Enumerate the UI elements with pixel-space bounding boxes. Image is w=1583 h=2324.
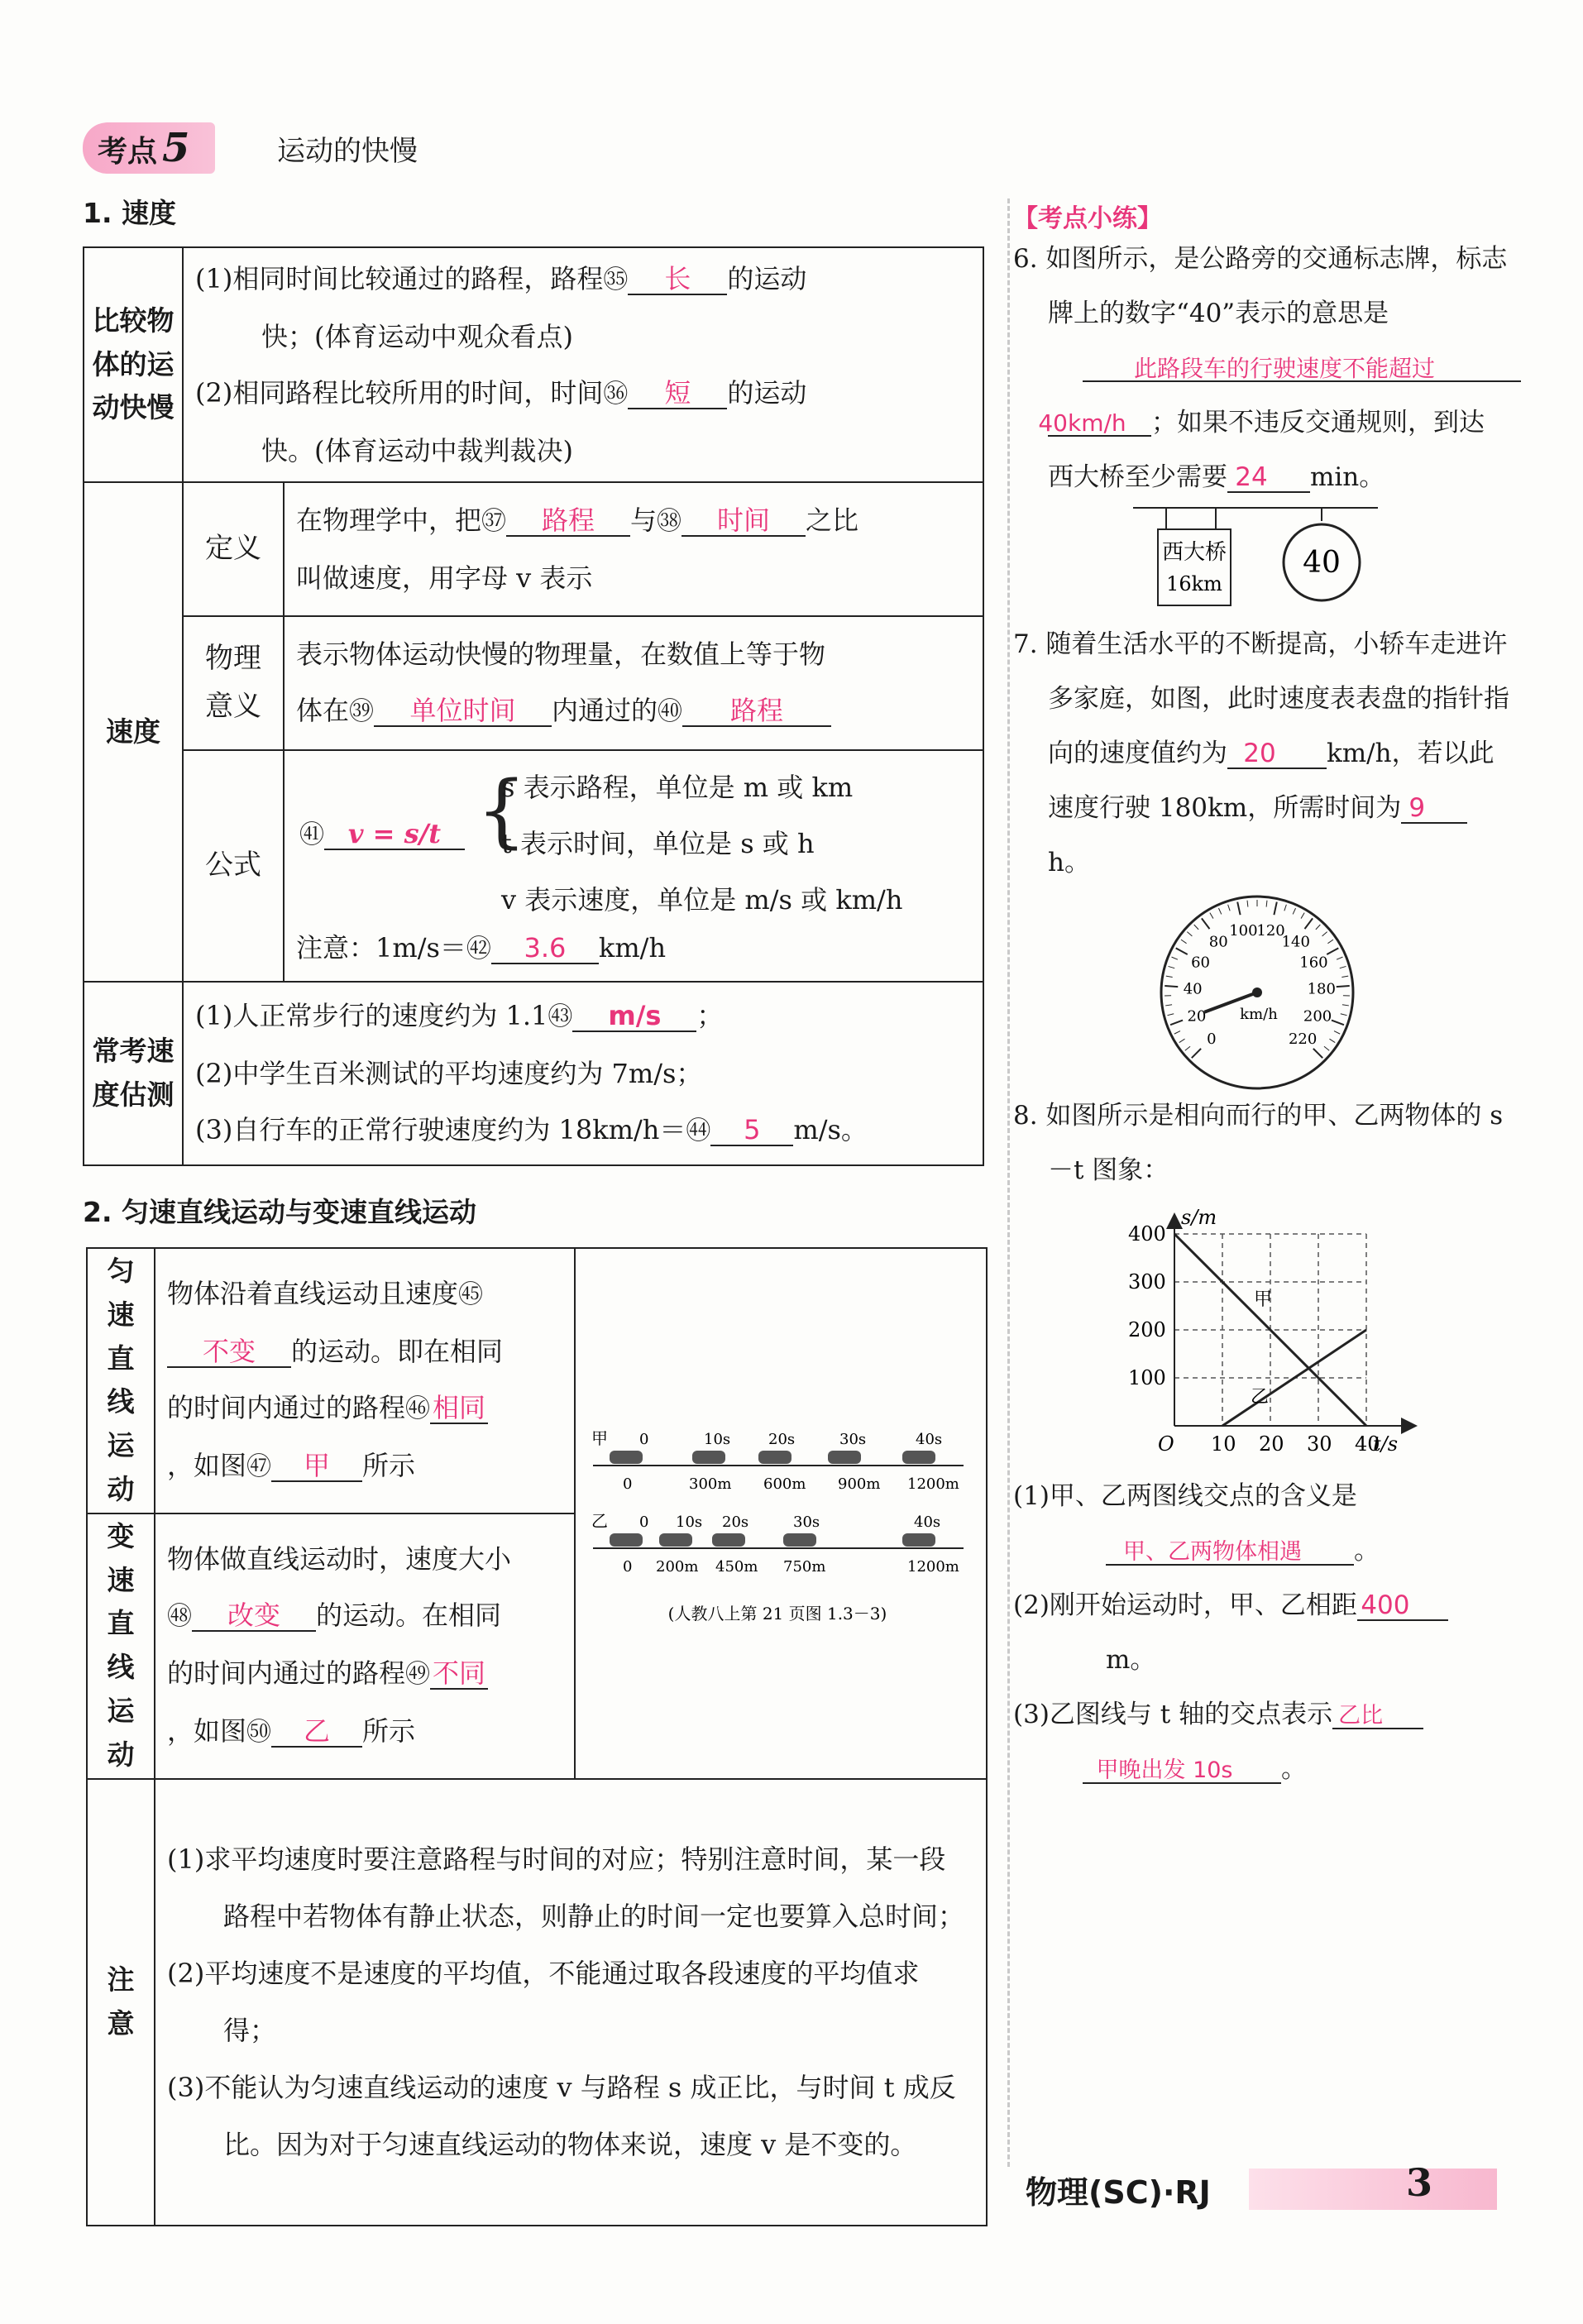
speedometer-unit: km/h bbox=[1240, 1006, 1278, 1023]
speedometer-label-140: 140 bbox=[1281, 933, 1310, 951]
sign-text-2: 16km bbox=[1166, 572, 1222, 595]
fig-jia-d2: 600m bbox=[763, 1475, 806, 1493]
formula-cell: ㊶ v = s/t { s 表示路程，单位是 m 或 km t 表示时间，单位是 s 或 h v 表示速度，单位是 m/s 或 km/h 注意：1m/s＝㊷ 3.6 km/h bbox=[284, 750, 983, 982]
speedometer-tick bbox=[1322, 932, 1327, 936]
meaning-label: 物理意义 bbox=[183, 616, 284, 750]
q8-answer-3a: 乙比 bbox=[1332, 1705, 1423, 1729]
fig-jia-d0: 0 bbox=[623, 1475, 633, 1493]
speedometer-tick bbox=[1334, 1031, 1340, 1035]
graph-xtick-30: 30 bbox=[1307, 1432, 1332, 1456]
graph-xtick-40: 40 bbox=[1355, 1432, 1380, 1456]
speedometer-label-220: 220 bbox=[1288, 1030, 1318, 1049]
estimate-label: 常考速度估测 bbox=[84, 982, 183, 1165]
speedometer-label-80: 80 bbox=[1208, 933, 1228, 951]
speedometer-tick bbox=[1316, 925, 1320, 930]
section1-title: 1. 速度 bbox=[83, 197, 176, 229]
answer-50: 乙 bbox=[271, 1718, 362, 1748]
page-number: 3 bbox=[1406, 2160, 1433, 2205]
question-7: 7. 随着生活水平的不断提高，小轿车走进许多家庭，如图，此时速度表表盘的指针指向的速度值约为 20 km/h，若以此速度行驶 180km，所需时间为 9h。 bbox=[1013, 629, 1509, 877]
answer-43: m/s bbox=[572, 1002, 696, 1032]
speedometer-tick bbox=[1324, 1046, 1329, 1050]
speedometer-tick bbox=[1167, 1014, 1174, 1016]
speed-table bbox=[83, 246, 984, 1166]
fig-yi-label: 乙 bbox=[591, 1510, 608, 1531]
speedometer-labels bbox=[1184, 922, 1336, 1048]
fig-yi-t0: 0 bbox=[639, 1513, 649, 1531]
speedometer-tick bbox=[1165, 986, 1178, 987]
graph-yi-label: 乙 bbox=[1251, 1387, 1270, 1408]
q7-answer-1: 20 bbox=[1227, 740, 1327, 769]
speedometer-tick bbox=[1179, 1039, 1185, 1042]
motion-figure bbox=[575, 1248, 987, 1779]
answer-49: 不同 bbox=[430, 1660, 488, 1690]
speedometer-tick bbox=[1194, 925, 1198, 930]
fig-yi-d3: 750m bbox=[783, 1557, 826, 1576]
compare-label: 比较物体的运动快慢 bbox=[84, 247, 183, 482]
q8-answer-2: 400 bbox=[1357, 1592, 1448, 1621]
speedometer-tick bbox=[1266, 901, 1267, 907]
question-6: 6. 如图所示，是公路旁的交通标志牌，标志牌上的数字“40”表示的意思是此路段车的行驶速度不能超过 40km/h ；如果不违反交通规则，到达西大桥至少需要 24 min。 bbox=[1013, 232, 1509, 504]
speedometer-tick bbox=[1192, 1049, 1201, 1058]
fig-yi-t1: 10s bbox=[676, 1513, 703, 1531]
column-divider bbox=[1007, 198, 1010, 2167]
speedometer-tick bbox=[1228, 905, 1231, 911]
speedometer-tick bbox=[1165, 1005, 1172, 1006]
speedometer-label-180: 180 bbox=[1307, 980, 1336, 998]
fig-yi-cars bbox=[610, 1533, 935, 1547]
practice-title: 【考点小练】 bbox=[1013, 204, 1162, 233]
speedometer-tick bbox=[1342, 1005, 1349, 1006]
note-2: (2)平均速度不是速度的平均值，不能通过取各段速度的平均值求得； bbox=[167, 1957, 920, 2046]
fig-jia-t3: 30s bbox=[839, 1430, 867, 1448]
fig-jia-t0: 0 bbox=[639, 1430, 649, 1448]
notes-label: 注意 bbox=[87, 1779, 155, 2226]
fig-caption: (人教八上第 21 页图 1.3－3) bbox=[667, 1603, 887, 1623]
q8-answer-1: 甲、乙两物体相遇 bbox=[1106, 1541, 1354, 1566]
graph-xtick-20: 20 bbox=[1259, 1432, 1284, 1456]
definition-cell: 在物理学中，把㊲ 路程 与㊳ 时间 之比 叫做速度，用字母 v 表示 bbox=[284, 482, 983, 616]
q6-answer-1: 此路段车的行驶速度不能超过 bbox=[1083, 356, 1521, 382]
speedometer-tick bbox=[1337, 957, 1342, 959]
topic-badge bbox=[83, 122, 215, 174]
section2-title: 2. 匀速直线运动与变速直线运动 bbox=[83, 1196, 476, 1228]
note-3: (3)不能认为匀速直线运动的速度 v 与路程 s 成正比，与时间 t 成反比。因为对于匀速直线运动的物体来说，速度 v 是不变的。 bbox=[167, 2071, 956, 2160]
fig-jia-t1: 10s bbox=[704, 1430, 731, 1448]
variable-cell: 物体做直线运动时，速度大小 ㊽ 改变 的运动。在相同 的时间内通过的路程㊾不同 ，如图㊿ 乙 所示 bbox=[155, 1513, 575, 1779]
speedometer-tick bbox=[1218, 908, 1221, 914]
speedometer-tick bbox=[1185, 1046, 1190, 1050]
topic-badge-label: 考点 bbox=[98, 135, 158, 169]
speedometer-tick bbox=[1237, 902, 1240, 916]
answer-38: 时间 bbox=[682, 507, 806, 537]
fig-jia-t4: 40s bbox=[916, 1430, 943, 1448]
speedometer-tick bbox=[1332, 1021, 1344, 1026]
speedometer-tick bbox=[1172, 957, 1178, 959]
answer-48: 改变 bbox=[192, 1602, 316, 1632]
speed-limit-value: 40 bbox=[1303, 546, 1341, 580]
answer-39: 单位时间 bbox=[374, 697, 552, 727]
speedometer-tick bbox=[1166, 976, 1173, 977]
speed-label: 速度 bbox=[84, 482, 183, 982]
speedometer-label-40: 40 bbox=[1183, 980, 1203, 998]
answer-47: 甲 bbox=[271, 1452, 362, 1482]
fig-jia-cars bbox=[610, 1451, 935, 1464]
speedometer-tick bbox=[1305, 918, 1313, 929]
speedometer-label-20: 20 bbox=[1187, 1007, 1207, 1026]
question-8: 8. 如图所示是相向而行的甲、乙两物体的 s－t 图象： bbox=[1013, 1101, 1504, 1185]
speedometer-label-200: 200 bbox=[1303, 1007, 1332, 1026]
speedometer bbox=[1158, 893, 1356, 1092]
speedometer-label-120: 120 bbox=[1256, 921, 1285, 940]
speedometer-tick bbox=[1284, 905, 1287, 911]
answer-41: v = s/t bbox=[324, 820, 465, 850]
answer-44: 5 bbox=[710, 1117, 793, 1146]
speedometer-tick bbox=[1341, 1014, 1347, 1016]
graph-ytick-300: 300 bbox=[1128, 1270, 1166, 1294]
fig-yi-t4: 40s bbox=[914, 1513, 941, 1531]
answer-35: 长 bbox=[628, 265, 727, 295]
st-graph bbox=[1125, 1199, 1439, 1464]
notes-cell bbox=[155, 1779, 987, 2226]
answer-46: 相同 bbox=[430, 1394, 488, 1424]
graph-ytick-100: 100 bbox=[1128, 1366, 1166, 1389]
meaning-cell: 表示物体运动快慢的物理量，在数值上等于物 体在㊴ 单位时间 内通过的㊵ 路程 bbox=[284, 616, 983, 750]
motion-table bbox=[86, 1247, 988, 2226]
q6-answer-2: 24 bbox=[1227, 464, 1310, 493]
answer-40: 路程 bbox=[682, 697, 831, 727]
q7-answer-2: 9 bbox=[1401, 795, 1467, 824]
variable-label: 变速直线运动 bbox=[87, 1513, 155, 1779]
speedometer-tick bbox=[1202, 918, 1210, 929]
graph-jia-label: 甲 bbox=[1254, 1289, 1273, 1310]
speedometer-tick bbox=[1341, 976, 1348, 977]
fig-jia-t2: 20s bbox=[768, 1430, 796, 1448]
uniform-cell: 物体沿着直线运动且速度㊺ 不变 的运动。即在相同 的时间内通过的路程㊻相同 ，如图㊼ 甲 所示 bbox=[155, 1248, 575, 1513]
fig-yi-t3: 30s bbox=[793, 1513, 820, 1531]
question-8-parts: (1)甲、乙两图线交点的含义是 甲、乙两物体相遇 。 (2)刚开始运动时，甲、乙相距 400 m。 (3)乙图线与 t 轴的交点表示 乙比 甲晚出发 10s 。 bbox=[1013, 1469, 1509, 1796]
fig-jia-label: 甲 bbox=[591, 1427, 608, 1448]
speedometer-tick bbox=[1293, 908, 1295, 914]
speedometer-tick bbox=[1170, 1021, 1183, 1026]
speedometer-tick bbox=[1210, 913, 1213, 919]
fig-yi-d0: 0 bbox=[623, 1557, 633, 1576]
formula-label: 公式 bbox=[183, 750, 284, 982]
speedometer-tick bbox=[1174, 1031, 1180, 1035]
speedometer-tick bbox=[1187, 932, 1192, 936]
uniform-label: 匀速直线运动 bbox=[87, 1248, 155, 1513]
graph-ytick-400: 400 bbox=[1128, 1222, 1166, 1246]
compare-cell: (1)相同时间比较通过的路程，路程㉟ 长 的运动 快；(体育运动中观众看点) (2)相同路程比较所用的时间，时间㊱ 短 的运动 快。(体育运动中裁判裁决) bbox=[183, 247, 983, 482]
fig-jia-d1: 300m bbox=[689, 1475, 732, 1493]
speedometer-tick bbox=[1337, 986, 1350, 987]
speedometer-tick bbox=[1301, 913, 1304, 919]
speedometer-tick bbox=[1327, 948, 1338, 954]
q8-answer-3b: 甲晚出发 10s bbox=[1083, 1759, 1281, 1784]
answer-36: 短 bbox=[628, 380, 727, 409]
graph-line-yi bbox=[1222, 1330, 1366, 1426]
topic-title: 运动的快慢 bbox=[277, 135, 418, 168]
note-1: (1)求平均速度时要注意路程与时间的对应；特别注意时间，某一段路程中若物体有静止状态，则静止的时间一定也要算入总时间； bbox=[167, 1843, 965, 1932]
graph-ytick-200: 200 bbox=[1128, 1318, 1166, 1341]
speedometer-tick bbox=[1329, 1039, 1335, 1042]
topic-badge-number: 5 bbox=[162, 125, 190, 171]
definition-label: 定义 bbox=[183, 482, 284, 616]
answer-45: 不变 bbox=[167, 1338, 291, 1368]
graph-xtick-10: 10 bbox=[1211, 1432, 1236, 1456]
answer-42: 3.6 bbox=[491, 935, 599, 964]
speedometer-tick bbox=[1181, 940, 1187, 944]
speedometer-tick bbox=[1340, 966, 1346, 968]
speedometer-tick bbox=[1247, 901, 1248, 907]
speedometer-tick bbox=[1169, 966, 1175, 968]
graph-ylabel: s/m bbox=[1181, 1206, 1217, 1229]
speedometer-label-100: 100 bbox=[1229, 921, 1258, 940]
speedometer-tick bbox=[1176, 948, 1188, 954]
graph-origin: O bbox=[1158, 1432, 1174, 1456]
speedometer-tick bbox=[1327, 940, 1333, 944]
footer-decoration bbox=[1249, 2169, 1497, 2210]
answer-37: 路程 bbox=[506, 507, 630, 537]
brace: { bbox=[476, 764, 528, 857]
speedometer-label-160: 160 bbox=[1299, 954, 1328, 972]
fig-jia-d4: 1200m bbox=[907, 1475, 959, 1493]
fig-yi-d1: 200m bbox=[656, 1557, 699, 1576]
fig-yi-d2: 450m bbox=[715, 1557, 758, 1576]
estimate-cell: (1)人正常步行的速度约为 1.1㊸ m/s ； (2)中学生百米测试的平均速度约为 7m/s； (3)自行车的正常行驶速度约为 18km/h＝㊹ 5 m/s。 bbox=[183, 982, 983, 1165]
fig-yi-d4: 1200m bbox=[907, 1557, 959, 1576]
fig-jia-d3: 900m bbox=[838, 1475, 881, 1493]
graph-xlabel: t/s bbox=[1373, 1432, 1399, 1456]
speedometer-tick bbox=[1313, 1049, 1322, 1058]
speedometer-label-0: 0 bbox=[1207, 1030, 1217, 1049]
fig-yi-t2: 20s bbox=[722, 1513, 749, 1531]
motion-figure-svg bbox=[576, 1279, 978, 1748]
footer-title: 物理(SC)·RJ bbox=[1026, 2174, 1211, 2211]
speedometer-label-60: 60 bbox=[1191, 954, 1210, 972]
traffic-sign bbox=[1133, 504, 1381, 612]
sign-text-1: 西大桥 bbox=[1161, 540, 1227, 565]
speedometer-tick bbox=[1274, 902, 1276, 916]
q6-answer-1b: 40km/h bbox=[1048, 411, 1151, 437]
